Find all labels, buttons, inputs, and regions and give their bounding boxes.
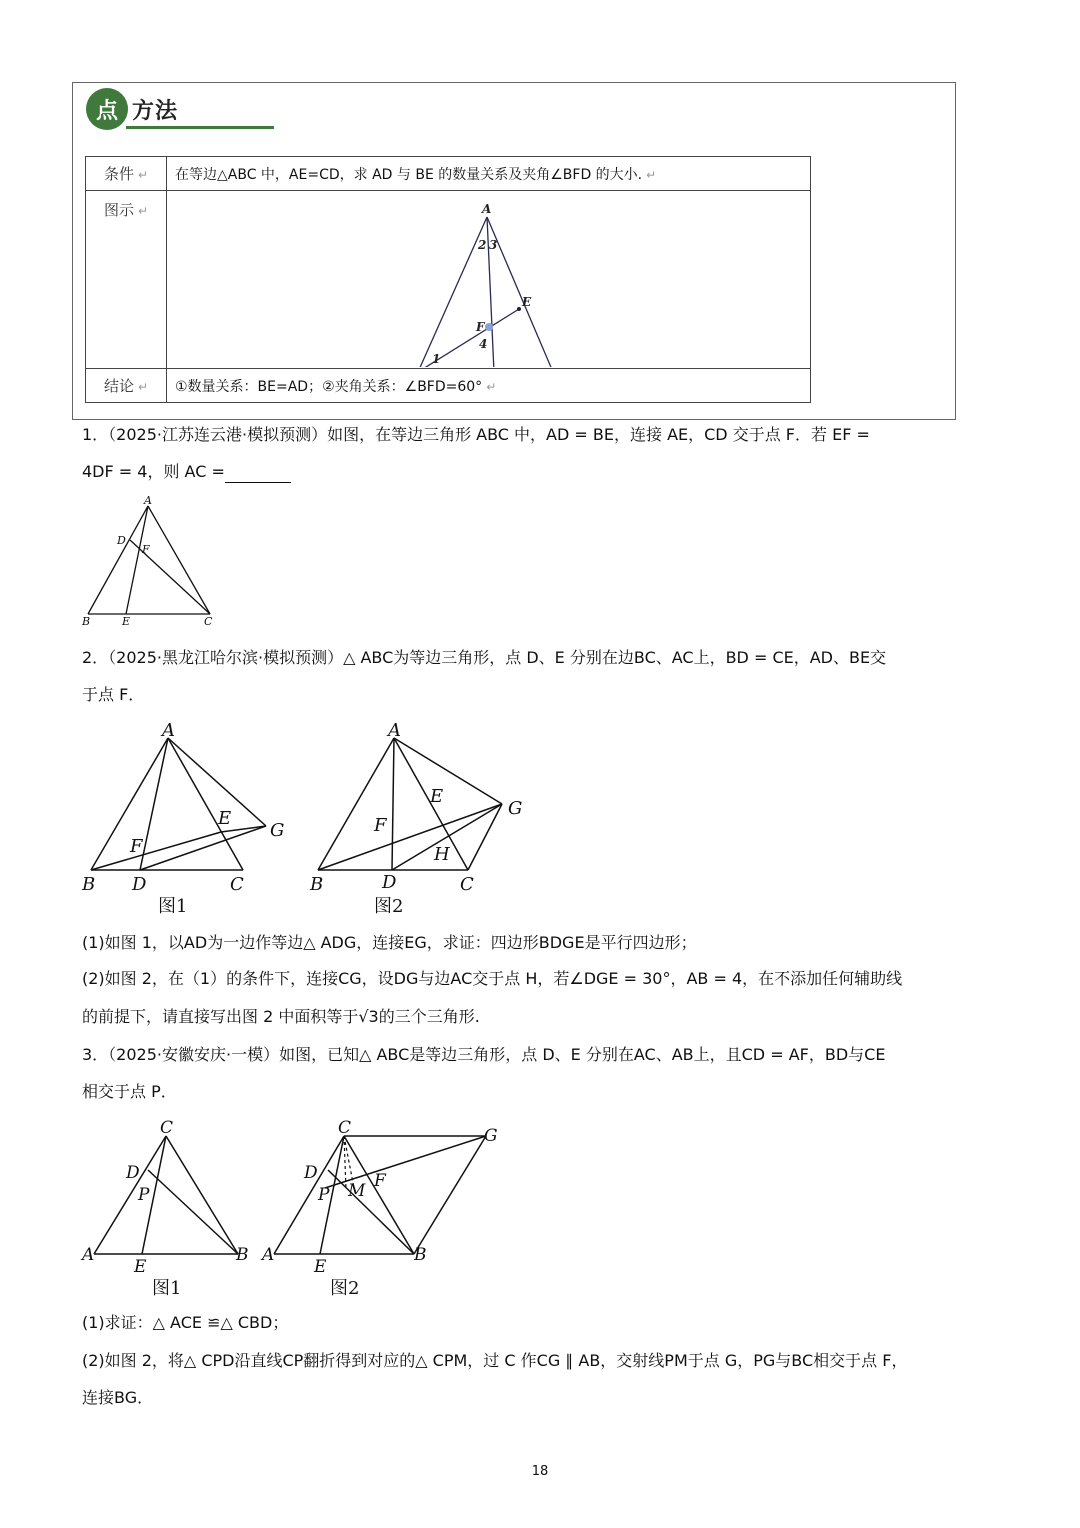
fig1-label-c: C <box>230 874 244 895</box>
q3-text-line2: 相交于点 P． <box>82 1082 177 1101</box>
q3-part2-line1: (2)如图 2，将△ CPD沿直线CP翻折得到对应的△ CPM，过 C 作CG ∥ AB，交射线PM于点 G，PG与BC相交于点 F， <box>82 1351 908 1370</box>
fig1-label-a: A <box>162 720 175 741</box>
figure-cell <box>167 191 811 369</box>
fig2-label-e: E <box>430 786 444 807</box>
fig1-label-d: D <box>132 874 147 895</box>
label-e: E <box>522 295 532 309</box>
label-f: F <box>476 320 485 334</box>
label-e: E <box>122 615 131 628</box>
q3-figures <box>78 1114 518 1302</box>
label-a: A <box>482 202 492 216</box>
edge-ab <box>418 217 487 367</box>
q3-part1: (1)求证：△ ACE ≌△ CBD； <box>82 1313 289 1332</box>
fig2-caption: 图2 <box>374 896 404 917</box>
table-row: 结论 ↵ ①数量关系：BE=AD；②夹角关系：∠BFD=60° ↵ <box>86 369 811 403</box>
point-e <box>517 307 521 311</box>
q3-text-line1: 3．（2025·安徽安庆·一模）如图，已知△ ABC是等边三角形，点 D、E 分别在AC、AB上，且CD = AF，BD与CE <box>82 1045 886 1064</box>
method-badge <box>86 88 196 130</box>
table-row: 条件 ↵ 在等边△ABC 中，AE=CD，求 AD 与 BE 的数量关系及夹角∠BFD 的大小. ↵ <box>86 157 811 191</box>
row-text-condition: 在等边△ABC 中，AE=CD，求 AD 与 BE 的数量关系及夹角∠BFD 的大小. <box>175 166 643 183</box>
fig1-label-a: A <box>82 1245 95 1265</box>
badge-underline <box>126 126 274 129</box>
page-number: 18 <box>531 1464 549 1479</box>
q2-text-line1: 2．（2025·黑龙江哈尔滨·模拟预测）△ ABC为等边三角形，点 D、E 分别在边BC、AC上，BD = CE，AD、BE交 <box>82 648 887 667</box>
fig1-label-b: B <box>236 1245 249 1265</box>
fig2-label-a: A <box>262 1245 275 1265</box>
fig1-caption: 图1 <box>152 1278 182 1299</box>
fig2-label-c: C <box>460 874 474 895</box>
q2-part2-line2: 的前提下，请直接写出图 2 中面积等于√3的三个三角形. <box>82 1007 480 1026</box>
q1-text-line1: 1．（2025·江苏连云港·模拟预测）如图，在等边三角形 ABC 中，AD = BE，连接 AE，CD 交于点 F．若 EF = <box>82 425 870 444</box>
fig1-label-e: E <box>218 808 232 829</box>
fig2-label-d: D <box>304 1163 318 1183</box>
fig1-label-g: G <box>270 820 285 841</box>
method-figure <box>167 191 807 367</box>
q3-part2-line2: 连接BG． <box>82 1388 154 1407</box>
q2-figures <box>78 714 548 920</box>
fig2-label-p: P <box>318 1185 330 1205</box>
fig2-caption: 图2 <box>330 1278 360 1299</box>
row-text-conclusion: ①数量关系：BE=AD；②夹角关系：∠BFD=60° <box>175 378 483 395</box>
fig1-label-b: B <box>82 874 96 895</box>
table-row: 图示 ↵ A E F 1 2 3 4 <box>86 191 811 369</box>
fig2-label-c: C <box>338 1118 352 1138</box>
label-d: D <box>117 534 126 547</box>
fig2-label-f: F <box>374 1171 386 1191</box>
badge-title: 方法 <box>132 98 179 124</box>
q2-part2-line1: (2)如图 2，在（1）的条件下，连接CG，设DG与边AC交于点 H，若∠DGE = 30°，AB = 4，在不添加任何辅助线 <box>82 969 903 988</box>
angle-label-2: 2 <box>478 238 487 252</box>
angle-label-4: 4 <box>479 337 488 351</box>
fig2-label-g: G <box>508 798 523 819</box>
label-c: C <box>204 615 213 628</box>
fig1-label-d: D <box>126 1163 140 1183</box>
angle-label-3: 3 <box>489 238 498 252</box>
row-label-conclusion: 结论 <box>103 377 134 395</box>
label-f: F <box>142 543 150 556</box>
fig2-label-a: A <box>388 720 401 741</box>
fig1-label-f: F <box>130 836 143 857</box>
fig1-label-p: P <box>138 1185 150 1205</box>
answer-blank <box>225 466 291 483</box>
angle-mark <box>485 323 493 331</box>
fig1-caption: 图1 <box>158 896 188 917</box>
label-a: A <box>144 494 152 507</box>
fig2-label-b: B <box>414 1245 427 1265</box>
fig2-label-b: B <box>310 874 324 895</box>
q2-text-line2: 于点 F． <box>82 685 145 704</box>
row-label-condition: 条件 <box>103 165 134 183</box>
fig2-label-m: M <box>348 1181 366 1201</box>
method-table <box>85 156 811 403</box>
fig1-label-e: E <box>134 1257 147 1277</box>
fig1-label-c: C <box>160 1118 174 1138</box>
fig2-label-e: E <box>314 1257 327 1277</box>
fig2-label-d: D <box>382 872 397 893</box>
angle-label-1: 1 <box>432 352 441 366</box>
fig2-label-f: F <box>374 815 387 836</box>
q1-figure <box>78 494 228 630</box>
fig2-label-g: G <box>484 1126 498 1146</box>
fig2-label-h: H <box>434 844 450 865</box>
badge-icon: 点 <box>86 88 128 130</box>
row-label-figure: 图示 <box>103 201 134 219</box>
label-b: B <box>82 615 91 628</box>
q1-text-line2: 4DF = 4，则 AC = <box>82 461 291 483</box>
q2-part1: (1)如图 1，以AD为一边作等边△ ADG，连接EG，求证：四边形BDGE是平行四边形； <box>82 933 697 952</box>
